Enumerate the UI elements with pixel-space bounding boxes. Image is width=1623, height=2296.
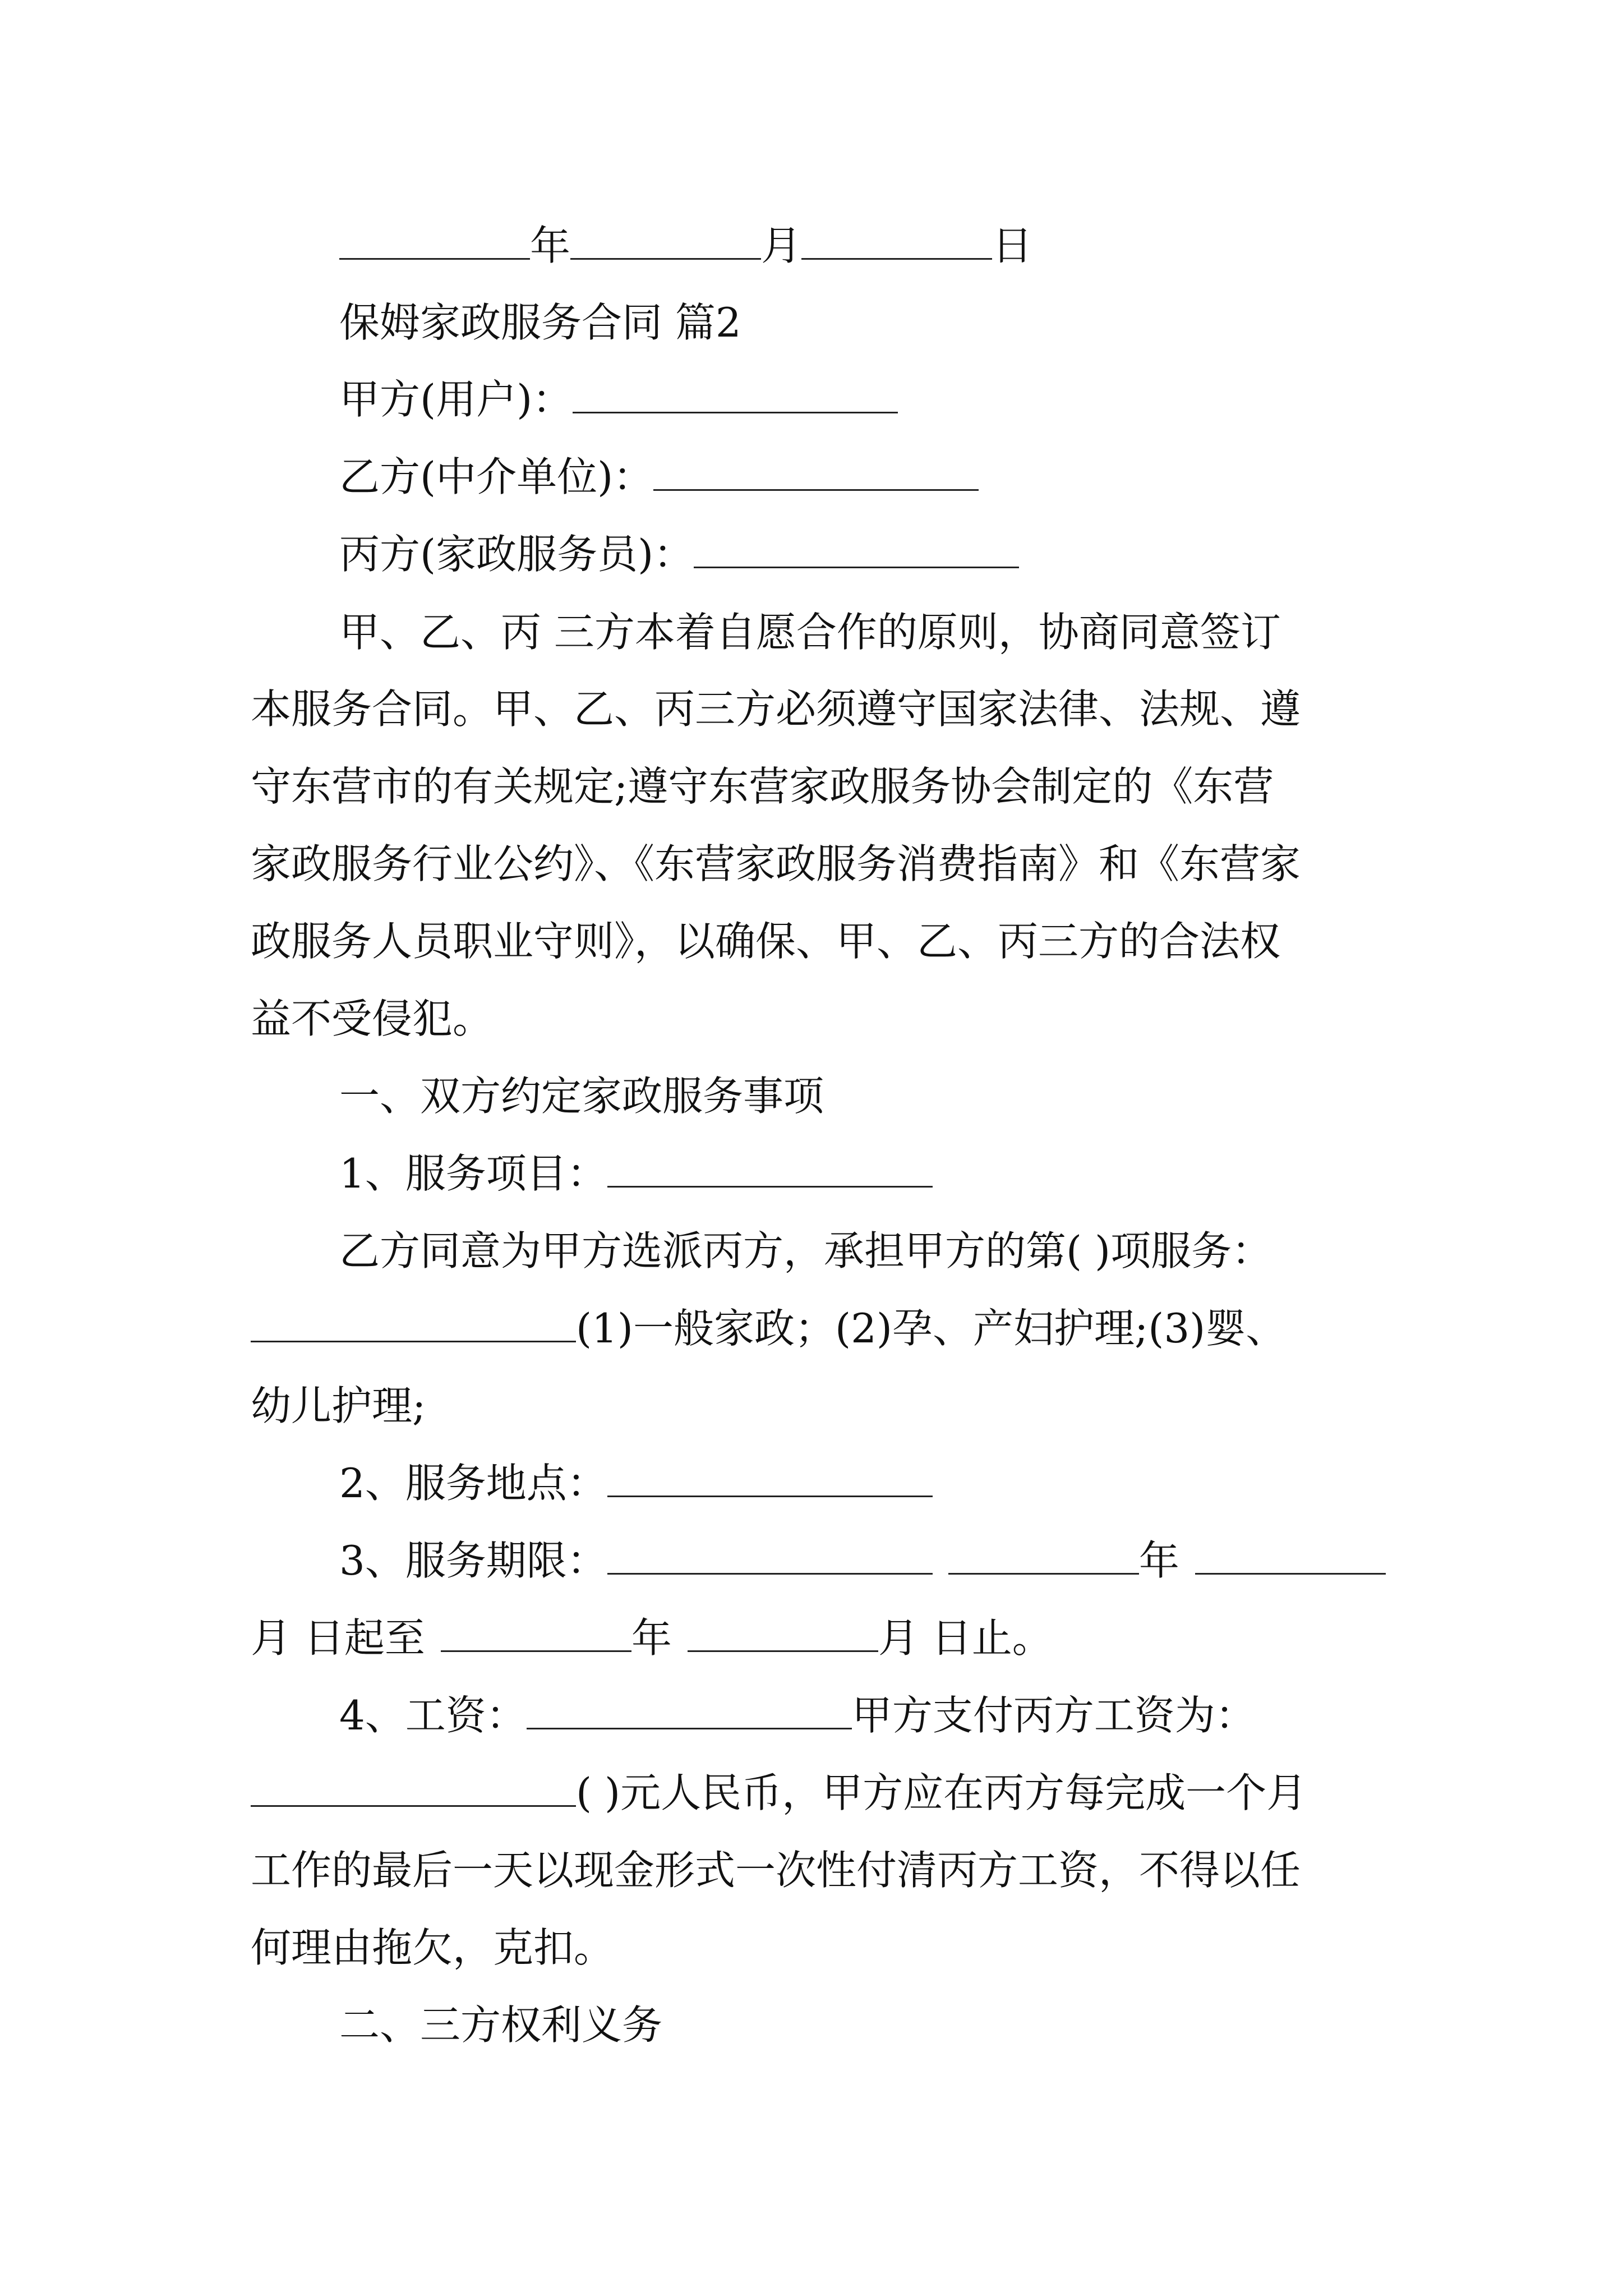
item-3-month-day-from: 月 日起至 [251,1614,425,1662]
item-3-month-blank [1195,1540,1386,1575]
item-3-label: 3、服务期限： [339,1537,607,1584]
party-a-blank [573,379,898,413]
party-b-label: 乙方(中介单位)： [339,453,654,500]
item-4-desc-line: 工作的最后一天以现金形式一次性付清丙方工资，不得以任 [251,1847,1301,1894]
item-2-label: 2、服务地点： [339,1460,607,1507]
item-1-options-line-cont: 幼儿护理; [251,1382,426,1429]
item-1-options-blank [251,1308,576,1342]
month-label: 月 [761,222,802,269]
party-a-label: 甲方(用户)： [339,376,573,423]
item-4-amount-line [251,1770,1389,1815]
item-3-end-month-blank [688,1618,878,1652]
item-4-desc-line: 何理由拖欠，克扣。 [251,1924,615,1971]
item-3-line-cont [251,1616,1389,1660]
intro-line: 益不受侵犯。 [251,995,494,1042]
item-3-end-year-blank [441,1618,631,1652]
item-1-desc-line: 乙方同意为甲方选派丙方，承担甲方的第( )项服务： [339,1227,1272,1274]
item-1-options: (1)一般家政；(2)孕、产妇护理;(3)婴、 [576,1305,1287,1352]
year-label: 年 [530,222,571,269]
month-blank [570,226,761,260]
intro-line: 甲、乙、丙 三方本着自愿合作的原则，协商同意签订 [339,609,1281,656]
date-line [251,223,1478,268]
item-3-year-label: 年 [1138,1537,1179,1584]
intro-line: 家政服务行业公约》、《东营家政服务消费指南》和《东营家 [251,840,1301,887]
item-1-options-line [251,1306,1389,1351]
party-a-line [251,377,1478,422]
party-b-line [251,454,1478,499]
party-b-blank [653,457,979,491]
intro-line: 本服务合同。甲、乙、丙三方必须遵守国家法律、法规、遵 [251,685,1301,733]
item-1-blank [607,1153,933,1188]
item-4-line [251,1693,1478,1738]
item-4-label: 4、工资： [339,1692,527,1739]
item-3-month-day-to: 月 日止。 [878,1614,1053,1662]
intro-line: 政服务人员职业守则》，以确保、甲、乙、丙三方的合法权 [251,918,1281,965]
item-4-tail: 甲方支付丙方工资为： [851,1692,1256,1739]
item-1-label: 1、服务项目： [339,1150,607,1197]
item-3-end-year-label: 年 [631,1614,672,1662]
intro-line: 守东营市的有关规定;遵守东营家政服务协会制定的《东营 [251,763,1274,810]
party-c-blank [694,534,1019,568]
day-label: 日 [992,222,1033,269]
item-3-line [251,1538,1478,1583]
item-4-blank [527,1695,852,1729]
party-c-line [251,532,1478,577]
item-4-amount-blank [251,1773,576,1807]
section-2-heading: 二、三方权利义务 [339,2001,663,2049]
section-1-heading: 一、双方约定家政服务事项 [339,1073,824,1120]
item-3-year-blank [948,1540,1139,1575]
day-blank [801,226,992,260]
year-blank [339,226,530,260]
item-3-blank [607,1540,933,1575]
item-2-line [251,1461,1478,1506]
party-c-label: 丙方(家政服务员)： [339,531,694,578]
document-title: 保姆家政服务合同 篇2 [339,299,741,346]
item-1-line [251,1151,1478,1196]
item-4-amount-text: ( )元人民币，甲方应在丙方每完成一个月 [576,1769,1307,1816]
item-2-blank [607,1463,933,1497]
